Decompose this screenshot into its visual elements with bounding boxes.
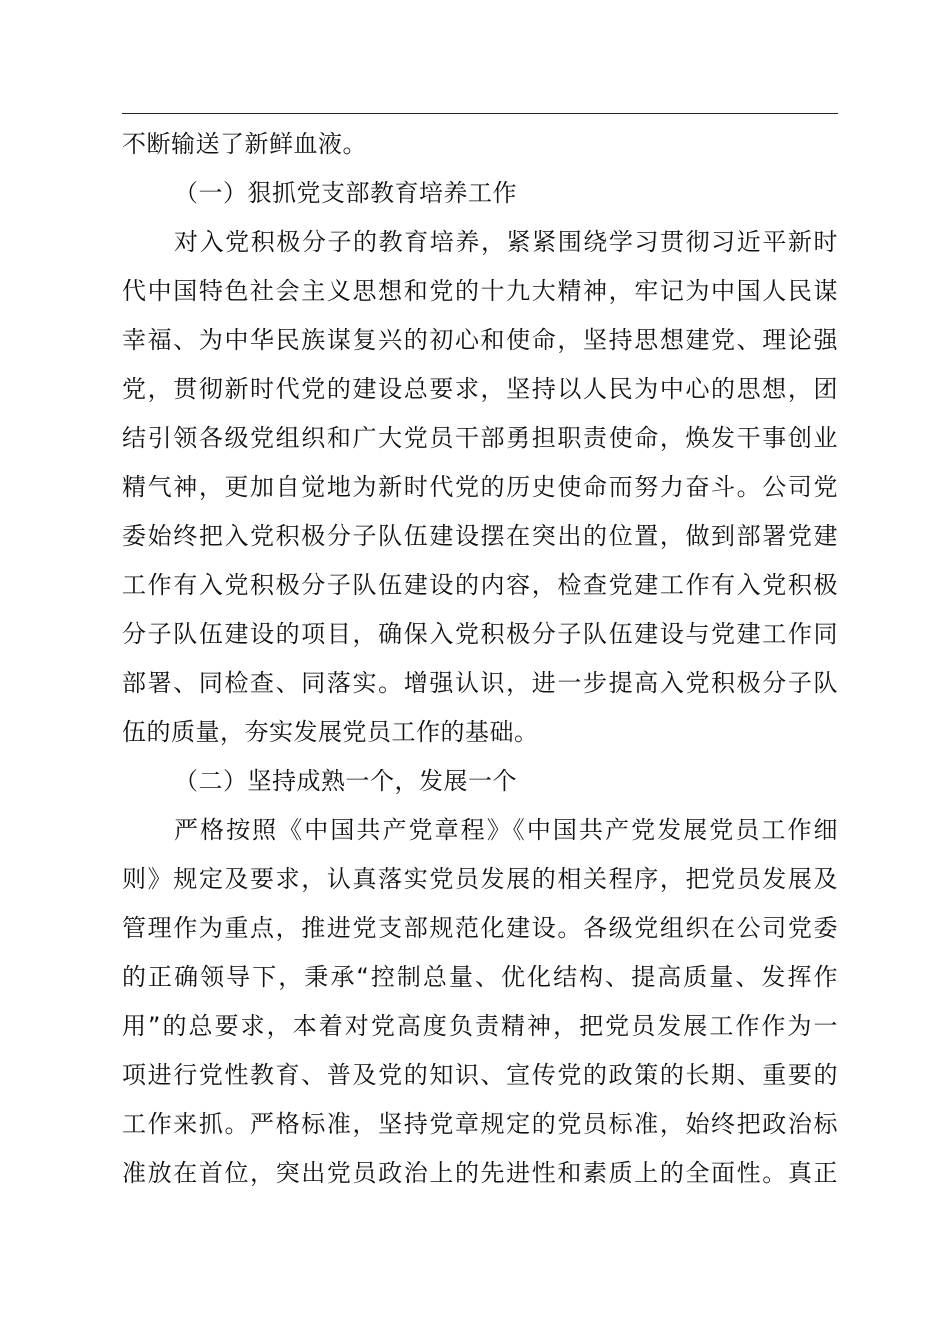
text-line: 党，贯彻新时代党的建设总要求，坚持以人民为中心的思想，团 — [122, 375, 838, 403]
text-line: 不断输送了新鲜血液。 — [122, 130, 367, 158]
header-rule — [122, 113, 838, 114]
text-line: 项进行党性教育、普及党的知识、宣传党的政策的长期、重要的 — [122, 1061, 838, 1089]
text-line: 准放在首位，突出党员政治上的先进性和素质上的全面性。真正 — [122, 1159, 838, 1187]
text-line: 用”的总要求，本着对党高度负责精神，把党员发展工作作为一 — [122, 1012, 838, 1040]
section-heading: （二）坚持成熟一个，发展一个 — [174, 767, 517, 795]
document-body — [122, 120, 838, 1198]
text-line: 结引领各级党组织和广大党员干部勇担职责使命，焕发干事创业 — [122, 424, 838, 452]
section-heading: （一）狠抓党支部教育培养工作 — [174, 179, 517, 207]
text-line: 严格按照《中国共产党章程》《中国共产党发展党员工作细 — [174, 816, 838, 844]
text-line: 则》规定及要求，认真落实党员发展的相关程序，把党员发展及 — [122, 865, 838, 893]
text-line: 幸福、为中华民族谋复兴的初心和使命，坚持思想建党、理论强 — [122, 326, 838, 354]
text-line: 部署、同检查、同落实。增强认识，进一步提高入党积极分子队 — [122, 669, 838, 697]
text-line: 对入党积极分子的教育培养，紧紧围绕学习贯彻习近平新时 — [174, 228, 838, 256]
text-line: 伍的质量，夯实发展党员工作的基础。 — [122, 718, 539, 746]
text-line: 委始终把入党积极分子队伍建设摆在突出的位置，做到部署党建 — [122, 522, 838, 550]
text-line: 代中国特色社会主义思想和党的十九大精神，牢记为中国人民谋 — [122, 277, 838, 305]
text-line: 工作有入党积极分子队伍建设的内容，检查党建工作有入党积极 — [122, 571, 838, 599]
text-line: 工作来抓。严格标准，坚持党章规定的党员标准，始终把政治标 — [122, 1110, 838, 1138]
text-line: 的正确领导下，秉承“控制总量、优化结构、提高质量、发挥作 — [122, 963, 838, 991]
text-line: 精气神，更加自觉地为新时代党的历史使命而努力奋斗。公司党 — [122, 473, 838, 501]
text-line: 管理作为重点，推进党支部规范化建设。各级党组织在公司党委 — [122, 914, 838, 942]
text-line: 分子队伍建设的项目，确保入党积极分子队伍建设与党建工作同 — [122, 620, 838, 648]
